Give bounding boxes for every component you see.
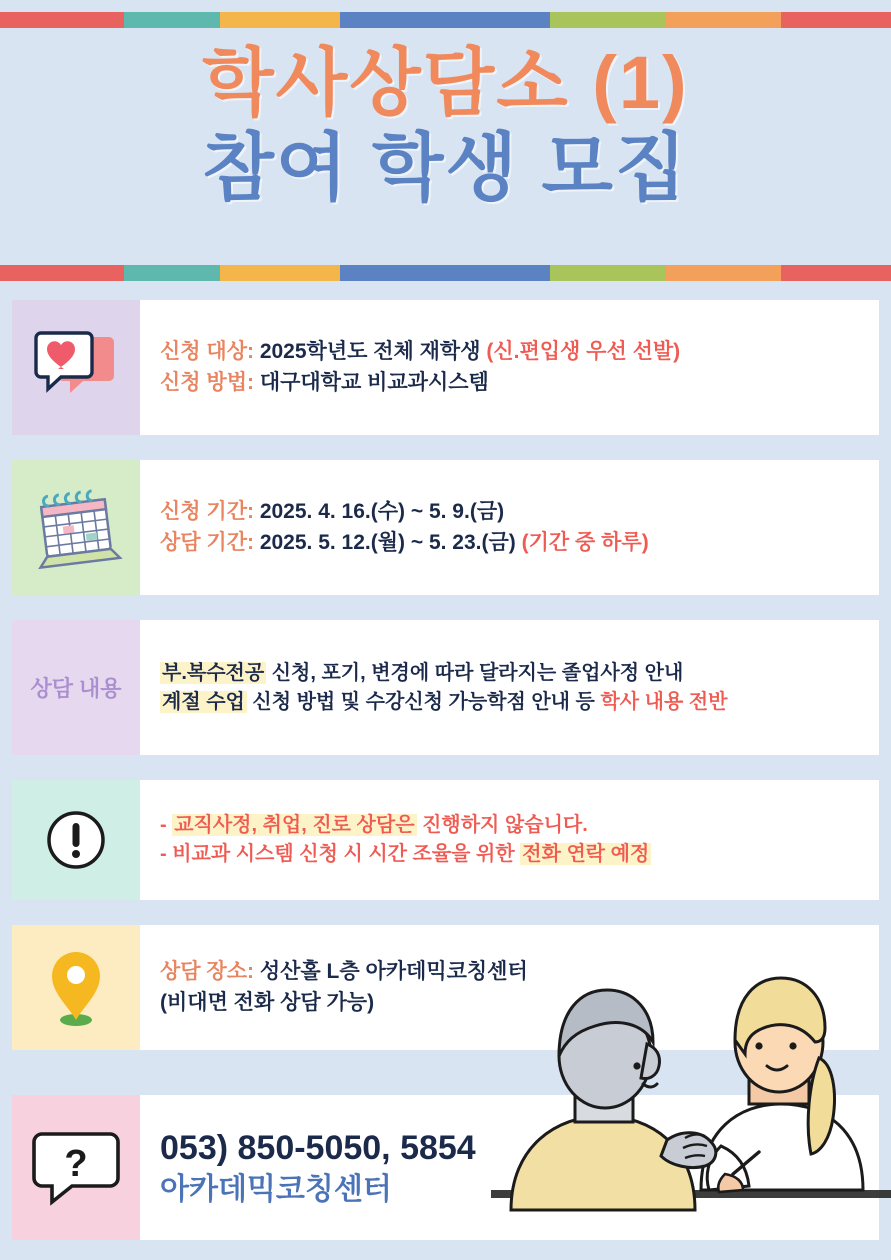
row-place-body bbox=[140, 925, 879, 1050]
place-value-1: 성산홀 L층 아카데믹코칭센터 bbox=[259, 960, 528, 984]
target-label-2: 신청 방법: bbox=[160, 370, 254, 394]
period-line-2 bbox=[160, 528, 869, 558]
mid-stripe-bar bbox=[0, 265, 891, 281]
notice-line-1-dash: - bbox=[160, 814, 173, 836]
row-place bbox=[12, 925, 879, 1050]
row-application-target bbox=[12, 300, 879, 435]
top-stripe-bar bbox=[0, 12, 891, 28]
content-line-2 bbox=[160, 688, 869, 717]
target-value-1: 2025학년도 전체 재학생 bbox=[259, 340, 481, 364]
speech-bubble-heart-icon bbox=[12, 300, 140, 435]
row-notice bbox=[12, 780, 879, 900]
title-line-1: 학사상담소 (1) bbox=[202, 41, 689, 124]
content-line-1-text: 신청, 포기, 변경에 따라 달라지는 졸업사정 안내 bbox=[271, 661, 684, 684]
map-pin-icon bbox=[12, 925, 140, 1050]
notice-line-2-highlight: 전화 연락 예정 bbox=[522, 843, 650, 865]
question-speech-bubble-icon bbox=[12, 1095, 140, 1240]
target-label-1: 신청 대상: bbox=[160, 340, 254, 364]
content-line-1 bbox=[160, 659, 869, 688]
row-contact bbox=[12, 1095, 879, 1240]
calendar-icon bbox=[12, 460, 140, 595]
notice-line-1-text: 진행하지 않습니다. bbox=[422, 814, 588, 836]
target-value-2: 대구대학교 비교과시스템 bbox=[259, 370, 489, 394]
target-line-1 bbox=[160, 337, 869, 367]
notice-line-2 bbox=[160, 840, 869, 869]
target-line-2 bbox=[160, 368, 869, 398]
place-line-1 bbox=[160, 957, 869, 987]
row-contact-body bbox=[140, 1095, 879, 1240]
content-line-2-highlight: 계절 수업 bbox=[162, 690, 245, 713]
content-line-1-highlight: 부.복수전공 bbox=[162, 661, 265, 684]
row-counseling-content-body bbox=[140, 620, 879, 755]
row-counseling-content bbox=[12, 620, 879, 755]
period-label-1: 신청 기간: bbox=[160, 500, 254, 524]
contact-phone: 053) 850-5050, 5854 bbox=[160, 1128, 476, 1167]
content-line-2-emphasis: 학사 내용 전반 bbox=[600, 690, 728, 713]
period-line-1 bbox=[160, 497, 869, 527]
notice-line-2-dash: - bbox=[160, 843, 173, 865]
notice-line-1-highlight: 교직사정, 취업, 진로 상담은 bbox=[174, 814, 415, 836]
content-line-2-text: 신청 방법 및 수강신청 가능학점 안내 등 bbox=[252, 690, 595, 713]
counseling-content-label-box bbox=[12, 620, 140, 755]
svg-text:?: ? bbox=[64, 1142, 88, 1185]
row-notice-body bbox=[140, 780, 879, 900]
notice-line-2-text: 비교과 시스템 신청 시 시간 조율을 위한 bbox=[172, 843, 515, 865]
place-label-1: 상담 장소: bbox=[160, 960, 254, 984]
poster-title bbox=[0, 40, 891, 210]
exclamation-circle-icon bbox=[12, 780, 140, 900]
period-value-2: 2025. 5. 12.(월) ~ 5. 23.(금) bbox=[259, 530, 516, 554]
counseling-content-label: 상담 내용 bbox=[30, 676, 122, 701]
title-line-2: 참여 학생 모집 bbox=[202, 126, 689, 210]
target-note-1: (신.편입생 우선 선발) bbox=[486, 340, 681, 364]
period-label-2: 상담 기간: bbox=[160, 530, 254, 554]
contact-center-name: 아카데믹코칭센터 bbox=[160, 1173, 392, 1207]
row-application-target-body bbox=[140, 300, 879, 435]
place-line-2: (비대면 전화 상담 가능) bbox=[160, 990, 375, 1014]
period-value-1: 2025. 4. 16.(수) ~ 5. 9.(금) bbox=[259, 500, 505, 524]
row-period bbox=[12, 460, 879, 595]
period-note-2: (기간 중 하루) bbox=[521, 530, 649, 554]
row-period-body bbox=[140, 460, 879, 595]
notice-line-1 bbox=[160, 811, 869, 840]
